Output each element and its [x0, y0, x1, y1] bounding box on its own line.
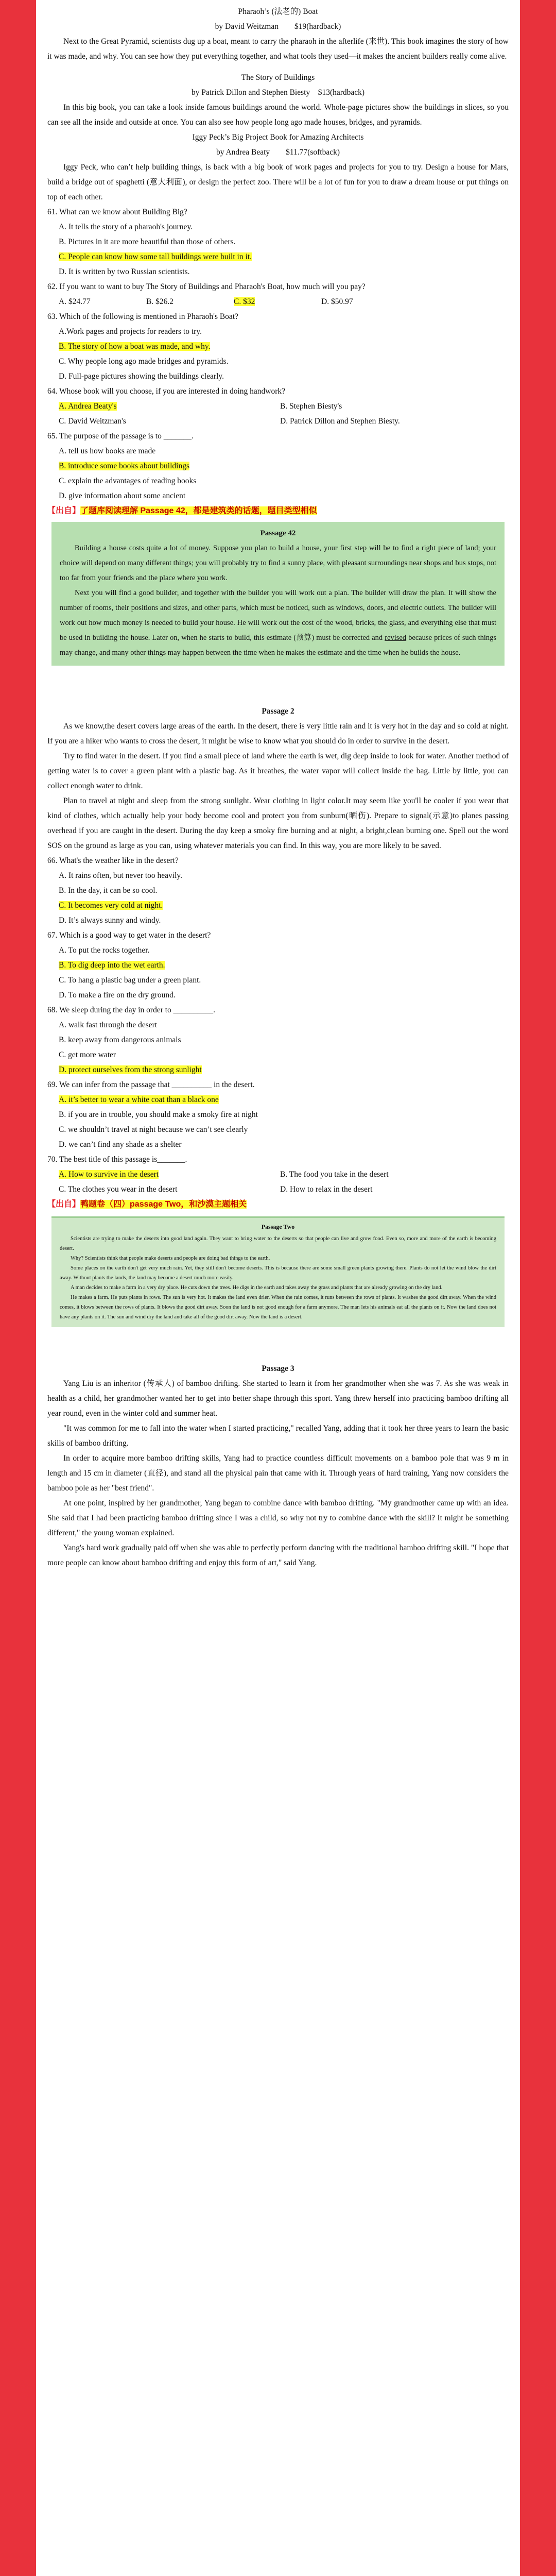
option: A.Work pages and projects for readers to try.	[59, 327, 202, 336]
question-stem: 68. We sleep during the day in order to __________.	[47, 1006, 216, 1014]
option-row	[47, 399, 509, 414]
book-description: Next to the Great Pyramid, scientists dug up a boat, meant to carry the pharaoh in the afterlife (来世). This book imagines the story of how it was made, and why. You can see how they put everything together, and what tools they used—it makes the ancient builders really come alive.	[47, 37, 509, 61]
option: D. It is written by two Russian scientists.	[59, 267, 190, 276]
book-description: Iggy Peck, who can’t help building things, is back with a big book of work pages and projects for you to try. Design a house for Mars, build a bridge out of spaghetti (意大利面), or design the perfect zoo. There will be a lot of fun for you to draw a dream house or put things on top of each other.	[47, 163, 509, 201]
option: D. we can’t find any shade as a shelter	[59, 1140, 182, 1149]
option: A. It rains often, but never too heavily.	[59, 871, 183, 880]
option: C. we shouldn’t travel at night because we can’t see clearly	[59, 1125, 248, 1134]
option: D. Patrick Dillon and Stephen Biesty.	[280, 417, 400, 426]
question-stem: 69. We can infer from the passage that __________ in the desert.	[47, 1080, 255, 1089]
option-answer: B. The story of how a boat was made, and why.	[59, 342, 211, 351]
option: B. if you are in trouble, you should make a smoky fire at night	[59, 1110, 258, 1119]
source-note-text: 鸭题卷（四）passage Two，和沙漠主题相关	[80, 1200, 247, 1209]
book-author: by Andrea Beaty $11.77(softback)	[216, 148, 340, 157]
passage-title: Passage 3	[262, 1364, 294, 1373]
question-stem: 64. Whose book will you choose, if you are interested in doing handwork?	[47, 387, 286, 396]
source-note	[47, 1197, 509, 1212]
reference-passage-box	[51, 1216, 505, 1327]
paragraph: At one point, inspired by her grandmother, Yang began to combine dance with bamboo drifting. "My grandmother came up with an idea. She said that I had been practicing bamboo drifting since I was a child, so why not try to combine dance with the skill? It might be something different," the young woman explained.	[47, 1499, 509, 1537]
question-stem: 63. Which of the following is mentioned in Pharaoh's Boat?	[47, 312, 239, 321]
book-author: by Patrick Dillon and Stephen Biesty $13(hardback)	[191, 88, 365, 97]
option-row	[47, 414, 509, 429]
option: C. Why people long ago made bridges and pyramids.	[59, 357, 229, 366]
question-stem: 61. What can we know about Building Big?	[47, 208, 187, 216]
book-title: Pharaoh’s (法老的) Boat	[238, 7, 318, 16]
option: A. To put the rocks together.	[59, 946, 150, 955]
reference-passage-title: Passage Two	[261, 1223, 295, 1230]
option: C. explain the advantages of reading books	[59, 477, 197, 485]
question-stem: 70. The best title of this passage is_______.	[47, 1155, 187, 1164]
option-answer: C. People can know how some tall buildings were built in it.	[59, 252, 252, 261]
source-note-prefix: 【出自】	[47, 506, 81, 515]
option: D. give information about some ancient	[59, 492, 186, 500]
document-page	[36, 0, 520, 2576]
source-note	[47, 503, 509, 519]
option-answer: C. $32	[234, 297, 255, 306]
source-note-prefix: 【出自】	[47, 1200, 81, 1209]
option: B. $26.2	[146, 297, 173, 306]
paragraph: Building a house costs quite a lot of money. Suppose you plan to build a house, your first step will be to find a right piece of land; your choice will depend on many different things; you will probably try to find a sunny place, with pleasant surroundings near shops and bus stops, not too far from your friends and the place where you work.	[60, 544, 496, 582]
option: C. David Weitzman's	[59, 417, 126, 426]
paragraph: A man decides to make a farm in a very dry place. He cuts down the trees. He digs in the earth and takes away the grass and plants that are already growing on the dry land.	[71, 1285, 443, 1291]
option: D. It’s always sunny and windy.	[59, 916, 161, 925]
paragraph: "It was common for me to fall into the water when I started practicing," recalled Yang, adding that it took her three years to learn the basic skills of bamboo drifting.	[47, 1424, 509, 1448]
book-title: Iggy Peck’s Big Project Book for Amazing Architects	[192, 133, 364, 142]
option: C. The clothes you wear in the desert	[59, 1185, 178, 1194]
option: D. $50.97	[321, 297, 353, 306]
paragraph: Try to find water in the desert. If you find a small piece of land where the earth is wet, dig deep inside to look for water. Another method of getting water is to cover a green plant with a plastic bag. As it breathes, the water vapor will collect inside the bag. Little by little, you can collect enough water to drink.	[47, 752, 509, 790]
option-row	[47, 1167, 509, 1182]
book-author: by David Weitzman $19(hardback)	[215, 22, 341, 31]
paragraph: Plan to travel at night and sleep from the strong sunlight. Wear clothing in light color.It may seem like you'll be cooler if you wear that kind of clothes, which actually help your body become cool and protect you from sunburn(晒伤). Prepare to signal(示意)to planes passing overhead if you are caught in the desert. During the day keep a smoky fire burning and at night, a bright,clean burning one. Spell out the word SOS on the ground as large as you can, using whatever materials you can find. In this way, you are more likely to be saved.	[47, 796, 509, 850]
option-answer: A. How to survive in the desert	[59, 1170, 159, 1179]
option: D. How to relax in the desert	[280, 1185, 373, 1194]
option: C. To hang a plastic bag under a green plant.	[59, 976, 201, 985]
option-answer: B. To dig deep into the wet earth.	[59, 961, 165, 970]
option: B. The food you take in the desert	[280, 1170, 389, 1179]
option: B. keep away from dangerous animals	[59, 1036, 181, 1044]
option-answer: A. Andrea Beaty's	[59, 402, 117, 411]
option-answer: A. it’s better to wear a white coat than a black one	[59, 1095, 219, 1104]
question-stem: 62. If you want to want to buy The Story of Buildings and Pharaoh's Boat, how much will you pay?	[47, 282, 366, 291]
paragraph: Scientists are trying to make the deserts into good land again. They want to bring water to the deserts so that people can live and grow food. Even so, more and more of the earth is becoming desert.	[60, 1236, 496, 1251]
option: A. walk fast through the desert	[59, 1021, 158, 1029]
paragraph: Some places on the earth don't get very much rain. Yet, they still don't become deserts. This is because there are some small green plants growing there. Plants do not let the wind blow the dirt away. Without plants the lands, the land may become a desert much more easily.	[60, 1265, 496, 1281]
book-description: In this big book, you can take a look inside famous buildings around the world. Whole-page pictures show the buildings in slices, so you can see all the inside and outside at once. You can also see how people long ago made houses, bridges, and pyramids.	[47, 103, 509, 127]
option: B. Stephen Biesty's	[280, 402, 342, 411]
option-answer: B. introduce some books about buildings	[59, 462, 190, 470]
option: B. Pictures in it are more beautiful than those of others.	[59, 238, 236, 246]
paragraph: Yang Liu is an inheritor (传承人) of bamboo drifting. She started to learn it from her grandmother when she was 7. As she was weak in health as a child, her grandmother wanted her to get into better shape through this sport. Yang threw herself into practicing bamboo drifting all year round, even in the winter cold and summer heat.	[47, 1379, 509, 1418]
paragraph: In order to acquire more bamboo drifting skills, Yang had to practice countless difficult movements on a bamboo pole that was 9 m in length and 15 cm in diameter (直径), and stand all the physical pain that came with it. Through years of hard training, Yang now considers the bamboo pole as her "best friend".	[47, 1454, 509, 1493]
option: A. tell us how books are made	[59, 447, 156, 455]
question-stem: 66. What's the weather like in the desert?	[47, 856, 179, 865]
option: B. In the day, it can be so cool.	[59, 886, 158, 895]
passage-title: Passage 2	[262, 707, 294, 716]
option: D. To make a fire on the dry ground.	[59, 991, 176, 999]
book-title: The Story of Buildings	[241, 73, 315, 82]
source-note-text: 了题库阅读理解 Passage 42，都是建筑类的话题，题目类型相似	[80, 506, 317, 515]
question-stem: 67. Which is a good way to get water in the desert?	[47, 931, 211, 940]
option-answer: C. It becomes very cold at night.	[59, 901, 163, 910]
option: D. Full-page pictures showing the buildings clearly.	[59, 372, 224, 381]
option: A. It tells the story of a pharaoh's journey.	[59, 223, 193, 231]
paragraph: He makes a farm. He puts plants in rows. The sun is very hot. It makes the land even drier. When the rain comes, it runs between the rows of plants. It washes the good dirt away. When the wind comes, it blows between the rows of plants. It blows the good dirt away. Soon the land is not good enough for a farm anymore. The man lets his animals eat all the plants on it. Now the land does not have any plants on it. The sun and wind dry the land and take all of the good dirt away. Now the land is a desert.	[60, 1295, 496, 1320]
paragraph: Yang's hard work gradually paid off when she was able to perfectly perform dancing with the traditional bamboo drifting skill. "I hope that more people can know about bamboo drifting and enjoy this form of art," said Yang.	[47, 1544, 509, 1567]
paragraph: As we know,the desert covers large areas of the earth. In the desert, there is very little rain and it is very hot in the day and so cold at night. If you are a hiker who wants to cross the desert, it might be wise to know what you should do in order to survive in the desert.	[47, 722, 509, 745]
paragraph: Why? Scientists think that people make deserts and people are doing bad things to the earth.	[71, 1256, 270, 1261]
question-stem: 65. The purpose of the passage is to _______.	[47, 432, 194, 440]
option: A. $24.77	[59, 297, 91, 306]
paragraph: Next you will find a good builder, and together with the builder you will work out a plan. The builder will draw the plan. It will show the number of rooms, their positions and sizes, and other parts, which must be noticed, such as windows, doors, and electric outlets. The builder will work out how much money is needed to build your house. He will work out the cost of the wood, bricks, the glass, and everything else that must be used in building the house. Later on, when he starts to build, this estimate (预算) must be corrected and revised because prices of such things may change, and many other things may happen between the time when he makes the estimate and the time when he builds the house.	[60, 589, 496, 657]
option-answer: D. protect ourselves from the strong sunlight	[59, 1065, 202, 1074]
option-row	[47, 294, 509, 309]
option: C. get more water	[59, 1050, 116, 1059]
option-row	[47, 1182, 509, 1197]
reference-passage-box	[51, 522, 505, 666]
reference-passage-title: Passage 42	[260, 529, 296, 537]
